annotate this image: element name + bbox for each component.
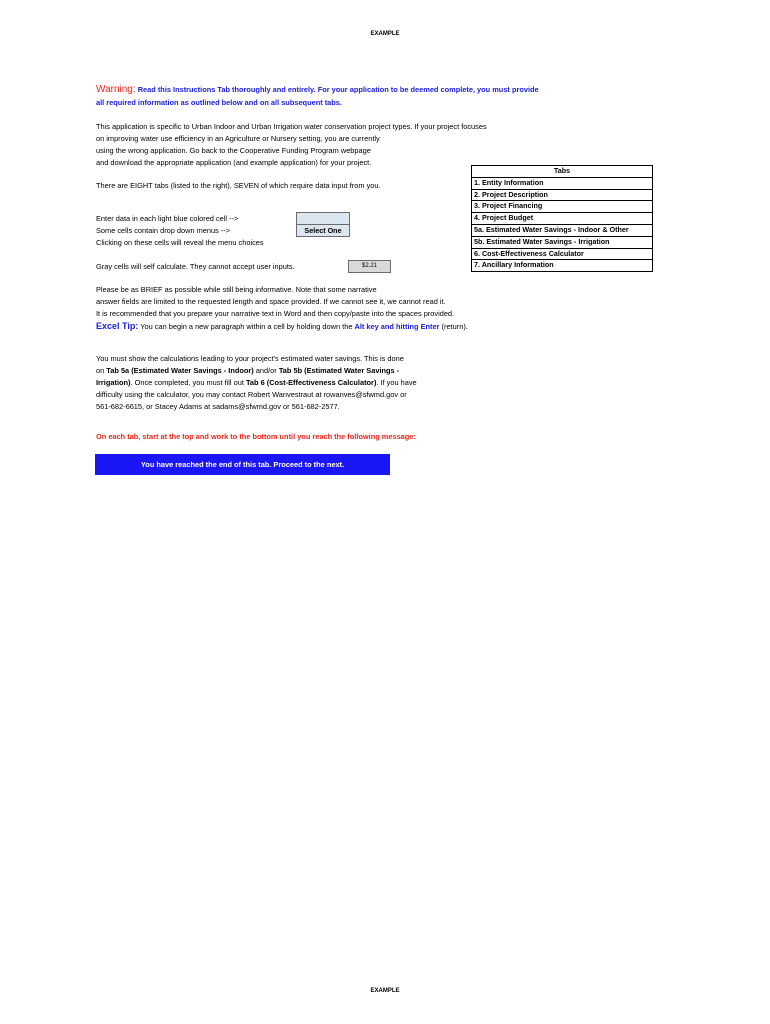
- excel-tip-highlight: Alt key and hitting Enter: [354, 322, 440, 331]
- calc-line-2: [96, 365, 399, 377]
- intro-line-4: and download the appropriate application (and example application) for your project.: [96, 158, 372, 167]
- tabs-table-item: 2. Project Description: [472, 189, 653, 201]
- warning-label: Warning:: [96, 84, 136, 95]
- tabs-table-header: Tabs: [472, 166, 653, 178]
- calc-tab5b-ref: Tab 5b (Estimated Water Savings -: [278, 366, 400, 375]
- calc-tab5a-ref: Tab 5a (Estimated Water Savings - Indoor): [106, 366, 254, 375]
- warning-text-1: Read this Instructions Tab thoroughly and entirely. For your application to be deemed complete, you must provide: [137, 85, 539, 94]
- calc-text: . If you have: [376, 378, 417, 387]
- tabs-info: There are EIGHT tabs (listed to the right), SEVEN of which require data input from you.: [96, 181, 381, 190]
- legend-enter-data: Enter data in each light blue colored cell -->: [96, 214, 239, 223]
- tabs-table: [471, 165, 653, 272]
- intro-line-3: using the wrong application. Go back to the Cooperative Funding Program webpage: [96, 146, 371, 155]
- gray-calculated-cell: $2.21: [348, 260, 391, 273]
- calc-line-1: You must show the calculations leading to your project's estimated water savings. This is done: [96, 354, 404, 363]
- brief-line-2: answer fields are limited to the requested length and space provided. If we cannot see it, we cannot read it.: [96, 297, 446, 306]
- calc-text: and/or: [255, 366, 277, 375]
- tabs-table-item: 3. Project Financing: [472, 201, 653, 213]
- legend-dropdown: Some cells contain drop down menus -->: [96, 226, 231, 235]
- calc-line-3: [96, 377, 417, 389]
- tabs-table-item: 6. Cost-Effectiveness Calculator: [472, 248, 653, 260]
- legend-clicking: Clicking on these cells will reveal the menu choices: [96, 238, 264, 247]
- select-one-dropdown[interactable]: Select One: [296, 224, 350, 237]
- excel-tip-line: [96, 321, 468, 333]
- header-watermark: EXAMPLE: [370, 31, 400, 37]
- brief-line-3: It is recommended that you prepare your narrative text in Word and then copy/paste into the spaces provided.: [96, 309, 455, 318]
- calc-tab6-ref: Tab 6 (Cost-Effectiveness Calculator): [245, 378, 377, 387]
- excel-tip-after: (return).: [441, 322, 468, 331]
- footer-watermark: EXAMPLE: [370, 988, 400, 994]
- tabs-table-item: 1. Entity Information: [472, 177, 653, 189]
- excel-tip-text: You can begin a new paragraph within a cell by holding down the: [140, 322, 353, 331]
- calc-line-5: 561-682-6615, or Stacey Adams at sadams@sfwmd.gov or 561-682-2577.: [96, 402, 340, 411]
- tabs-table-item: 5a. Estimated Water Savings - Indoor & Other: [472, 224, 653, 236]
- calc-text: . Once completed, you must fill out: [130, 378, 244, 387]
- warning-text-2: all required information as outlined below and on all subsequent tabs.: [96, 98, 342, 107]
- intro-line-1: This application is specific to Urban Indoor and Urban Irrigation water conservation project types. If your project focuses: [96, 122, 487, 131]
- excel-tip-label: Excel Tip:: [96, 321, 139, 331]
- tabs-table-item: 5b. Estimated Water Savings - Irrigation: [472, 236, 653, 248]
- intro-line-2: on improving water use efficiency in an Agriculture or Nursery setting, you are currently: [96, 134, 380, 143]
- instruction-message: On each tab, start at the top and work to the bottom until you reach the following message:: [96, 432, 416, 441]
- brief-line-1: Please be as BRIEF as possible while still being informative. Note that some narrative: [96, 285, 377, 294]
- legend-gray-cells: Gray cells will self calculate. They cannot accept user inputs.: [96, 262, 295, 271]
- tabs-table-item: 7. Ancillary Information: [472, 260, 653, 272]
- calc-irrigation-ref: Irrigation): [96, 378, 131, 387]
- warning-line-1: [96, 84, 539, 96]
- tabs-table-item: 4. Project Budget: [472, 213, 653, 225]
- end-of-tab-banner: You have reached the end of this tab. Proceed to the next.: [95, 454, 390, 475]
- calc-line-4: difficulty using the calculator, you may contact Robert Wanvestraut at rowanves@sfwmd.gov or: [96, 390, 407, 399]
- calc-text: on: [96, 366, 105, 375]
